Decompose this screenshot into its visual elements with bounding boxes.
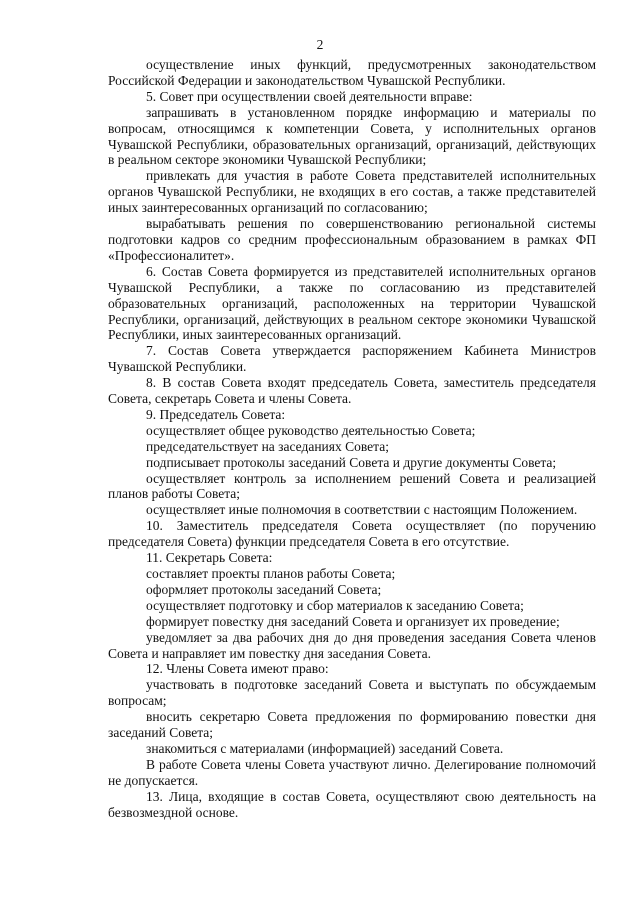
paragraph: осуществление иных функций, предусмотренных законодательством Российской Федерации и законодательством Чувашской Республики. [108, 57, 596, 88]
page-number: 2 [316, 37, 324, 52]
paragraph: вырабатывать решения по совершенствованию региональной системы подготовки кадров со средним профессиональным образованием в рамках ФП «Профессионалитет». [108, 216, 596, 263]
paragraph: запрашивать в установленном порядке информацию и материалы по вопросам, относящимся к компетенции Совета, у исполнительных органов Чувашской Республики, образовательных организаций, организаций, действующих в реальном секторе экономики Чувашской Республики; [108, 104, 596, 168]
paragraph: привлекать для участия в работе Совета представителей исполнительных органов Чувашской Республики, не входящих в его состав, а также представителей иных заинтересованных организаций по согласованию; [108, 168, 596, 216]
paragraph: знакомиться с материалами (информацией) заседаний Совета. [146, 740, 504, 756]
paragraph: формирует повестку дня заседаний Совета и организует их проведение; [146, 613, 560, 629]
document-body [108, 57, 596, 821]
paragraph: 5. Совет при осуществлении своей деятельности вправе: [146, 88, 473, 104]
paragraph: участвовать в подготовке заседаний Совета и выступать по обсуждаемым вопросам; [108, 677, 596, 709]
paragraph: 7. Состав Совета утверждается распоряжением Кабинета Министров Чувашской Республики. [108, 343, 596, 375]
paragraph: 10. Заместитель председателя Совета осуществляет (по поручению председателя Совета) функции председателя Совета в его отсутствие. [108, 518, 596, 550]
paragraph: составляет проекты планов работы Совета; [146, 566, 396, 581]
paragraph: 9. Председатель Совета: [146, 406, 286, 422]
paragraph: подписывает протоколы заседаний Совета и другие документы Совета; [146, 454, 557, 470]
paragraph: уведомляет за два рабочих дня до дня проведения заседания Совета членов Совета и направляет им повестку дня заседания Совета. [108, 629, 596, 661]
paragraph: осуществляет иные полномочия в соответствии с настоящим Положением. [146, 502, 578, 518]
paragraph: осуществляет общее руководство деятельностью Совета; [146, 422, 476, 438]
paragraph: осуществляет контроль за исполнением решений Совета и реализацией планов работы Совета; [108, 470, 596, 502]
paragraph: 8. В состав Совета входят председатель Совета, заместитель председателя Совета, секретарь Совета и члены Совета. [108, 375, 596, 407]
paragraph: вносить секретарю Совета предложения по формированию повестки дня заседаний Совета; [108, 709, 596, 741]
paragraph: 12. Члены Совета имеют право: [146, 661, 329, 677]
paragraph: В работе Совета члены Совета участвуют лично. Делегирование полномочий не допускается. [108, 756, 596, 788]
paragraph: осуществляет подготовку и сбор материалов к заседанию Совета; [146, 597, 524, 613]
paragraph: 11. Секретарь Совета: [146, 550, 273, 566]
paragraph: председательствует на заседаниях Совета; [146, 438, 389, 454]
paragraph: 6. Состав Совета формируется из представителей исполнительных органов Чувашской Республики, а также по согласованию из представителей образовательных организаций, расположенных на территории Чувашской Республики, организаций, действующих в реальном секторе экономики Чувашской Республики, иных заинтересованных организаций. [108, 263, 596, 343]
paragraph: 13. Лица, входящие в состав Совета, осуществляют свою деятельность на безвозмездной основе. [108, 788, 596, 820]
paragraph: оформляет протоколы заседаний Совета; [146, 581, 382, 597]
